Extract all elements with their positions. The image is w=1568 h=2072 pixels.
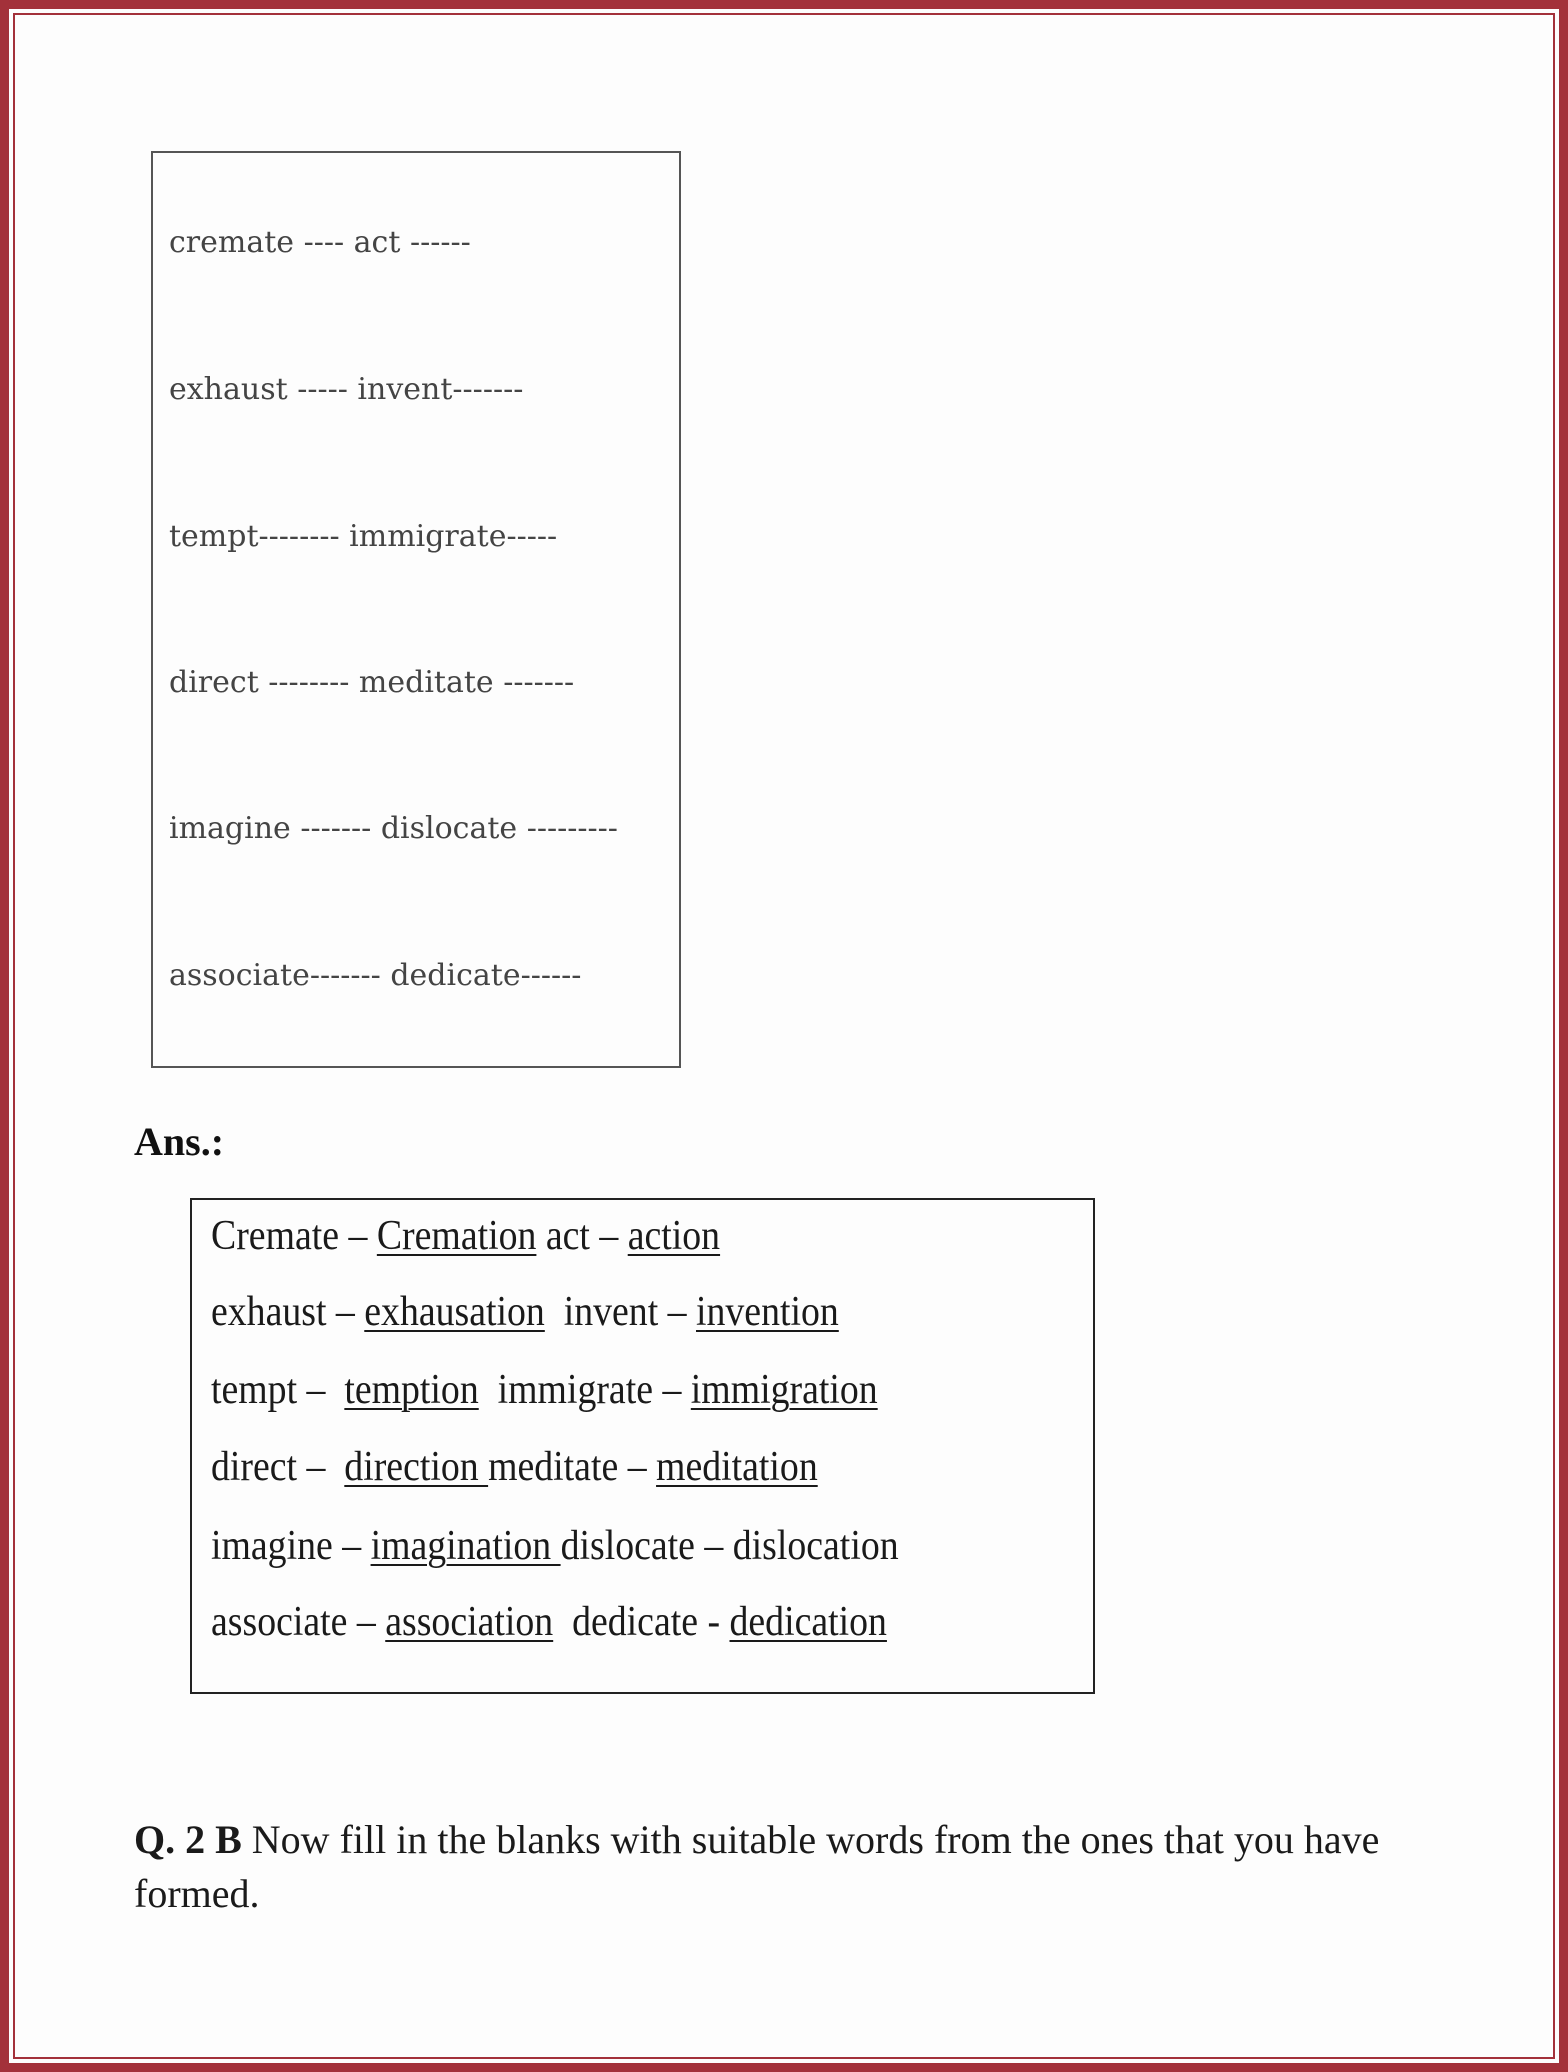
- answer-word: immigration: [690, 1367, 878, 1413]
- answer-text: meditate –: [488, 1444, 657, 1490]
- word-pair-line: exhaust ----- invent-------: [169, 372, 524, 407]
- answer-text: associate –: [211, 1599, 386, 1645]
- answer-text: invent –: [544, 1289, 697, 1335]
- answer-box: [190, 1198, 1095, 1694]
- question-number: Q. 2 B: [134, 1817, 242, 1862]
- answer-text: immigrate –: [478, 1367, 691, 1413]
- answer-line: [211, 1288, 839, 1336]
- answer-text: dedicate -: [553, 1599, 730, 1645]
- answer-line: [211, 1598, 887, 1646]
- answer-word: Cremation: [376, 1213, 537, 1259]
- answer-text: act –: [536, 1213, 628, 1259]
- answer-text: imagine –: [211, 1523, 371, 1569]
- answer-text: tempt –: [211, 1367, 345, 1413]
- answer-word: exhausation: [364, 1289, 545, 1335]
- answer-word: meditation: [656, 1444, 818, 1490]
- answer-line: [211, 1366, 878, 1414]
- answer-text: Cremate –: [211, 1213, 377, 1259]
- answer-text: direct –: [211, 1444, 345, 1490]
- word-pair-line: imagine ------- dislocate ---------: [169, 811, 618, 846]
- answer-text: dislocate – dislocation: [560, 1523, 899, 1569]
- answer-line: [211, 1443, 818, 1491]
- answer-text: exhaust –: [211, 1289, 365, 1335]
- answer-line: [211, 1522, 899, 1570]
- answer-line: [211, 1212, 720, 1260]
- question-word-box: [151, 151, 681, 1068]
- answer-word: action: [627, 1213, 721, 1259]
- word-pair-line: direct -------- meditate -------: [169, 665, 575, 700]
- question-2b: [134, 1813, 1454, 1921]
- answer-word: association: [385, 1599, 554, 1645]
- answer-word: direction: [344, 1444, 489, 1490]
- question-text: Now fill in the blanks with suitable words from the ones that you have formed.: [134, 1817, 1380, 1916]
- word-pair-line: cremate ---- act ------: [169, 225, 471, 260]
- answer-word: imagination: [370, 1523, 561, 1569]
- answer-word: temption: [344, 1367, 479, 1413]
- answer-label: Ans.:: [134, 1119, 225, 1164]
- word-pair-line: tempt-------- immigrate-----: [169, 519, 558, 554]
- word-pair-line: associate------- dedicate------: [169, 958, 582, 993]
- answer-word: invention: [696, 1289, 839, 1335]
- answer-word: dedication: [729, 1599, 887, 1645]
